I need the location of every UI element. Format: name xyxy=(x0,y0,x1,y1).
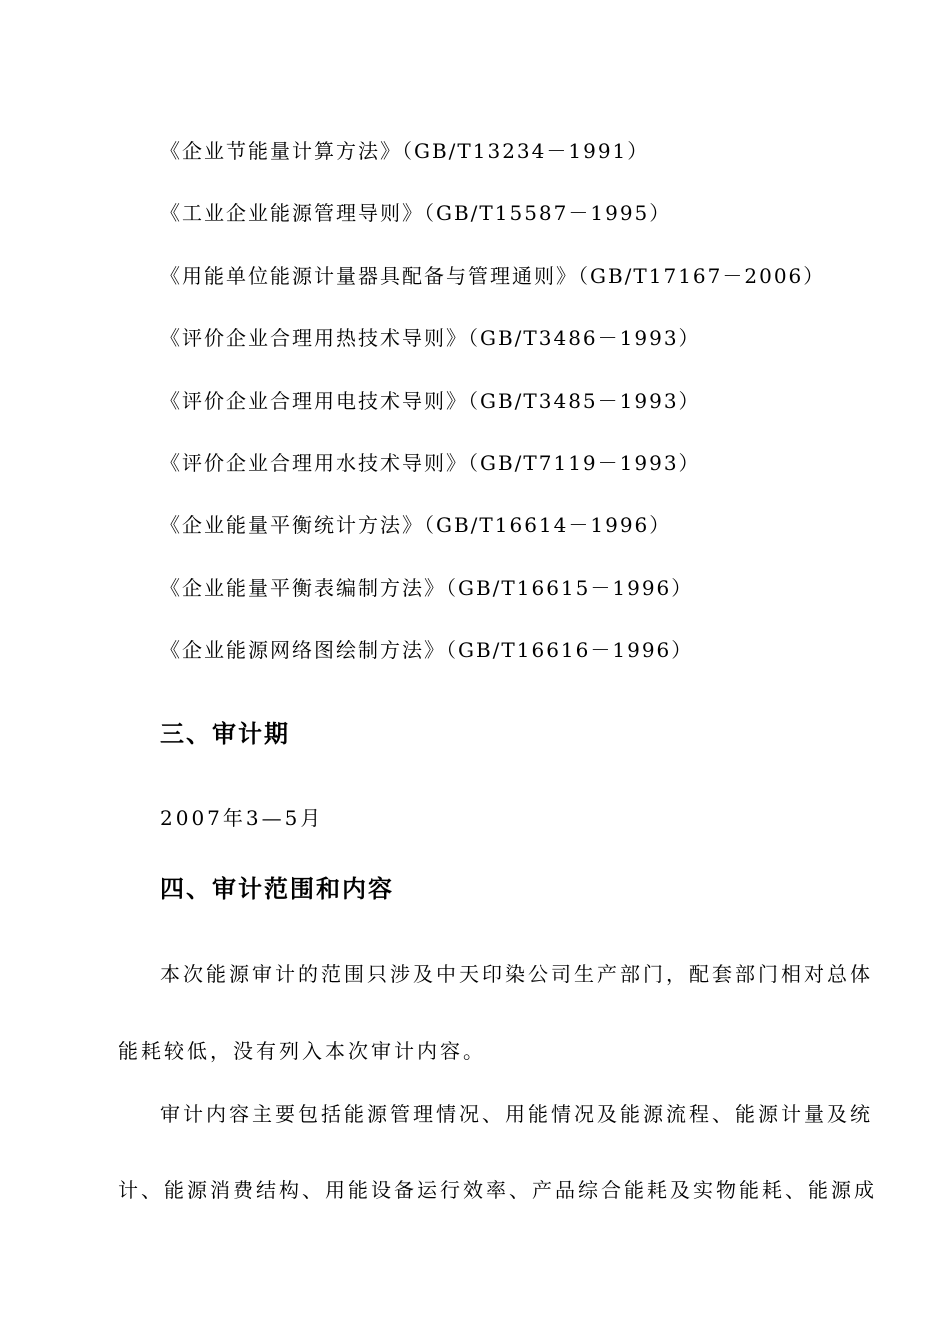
standard-item: 《企业能源网络图绘制方法》（GB/T16616－1996） xyxy=(160,638,694,662)
paragraph-line: 审计内容主要包括能源管理情况、用能情况及能源流程、能源计量及统 xyxy=(160,1102,873,1126)
section-heading-audit-period: 三、审计期 xyxy=(160,720,290,748)
standard-item: 《评价企业合理用热技术导则》（GB/T3486－1993） xyxy=(160,326,701,350)
standard-item: 《用能单位能源计量器具配备与管理通则》（GB/T17167－2006） xyxy=(160,264,826,288)
standard-item: 《评价企业合理用水技术导则》（GB/T7119－1993） xyxy=(160,451,701,475)
paragraph-line: 能耗较低，没有列入本次审计内容。 xyxy=(118,1039,486,1063)
standard-item: 《企业能量平衡表编制方法》（GB/T16615－1996） xyxy=(160,576,694,600)
paragraph-line: 计、能源消费结构、用能设备运行效率、产品综合能耗及实物能耗、能源成 xyxy=(118,1178,877,1202)
standard-item: 《企业能量平衡统计方法》（GB/T16614－1996） xyxy=(160,513,672,537)
audit-period-text: 2007年3—5月 xyxy=(160,806,324,830)
paragraph-line: 本次能源审计的范围只涉及中天印染公司生产部门，配套部门相对总体 xyxy=(160,962,873,986)
standard-item: 《评价企业合理用电技术导则》（GB/T3485－1993） xyxy=(160,389,701,413)
standard-item: 《工业企业能源管理导则》（GB/T15587－1995） xyxy=(160,201,672,225)
standard-item: 《企业节能量计算方法》（GB/T13234－1991） xyxy=(160,139,650,163)
section-heading-audit-scope: 四、审计范围和内容 xyxy=(160,875,394,903)
